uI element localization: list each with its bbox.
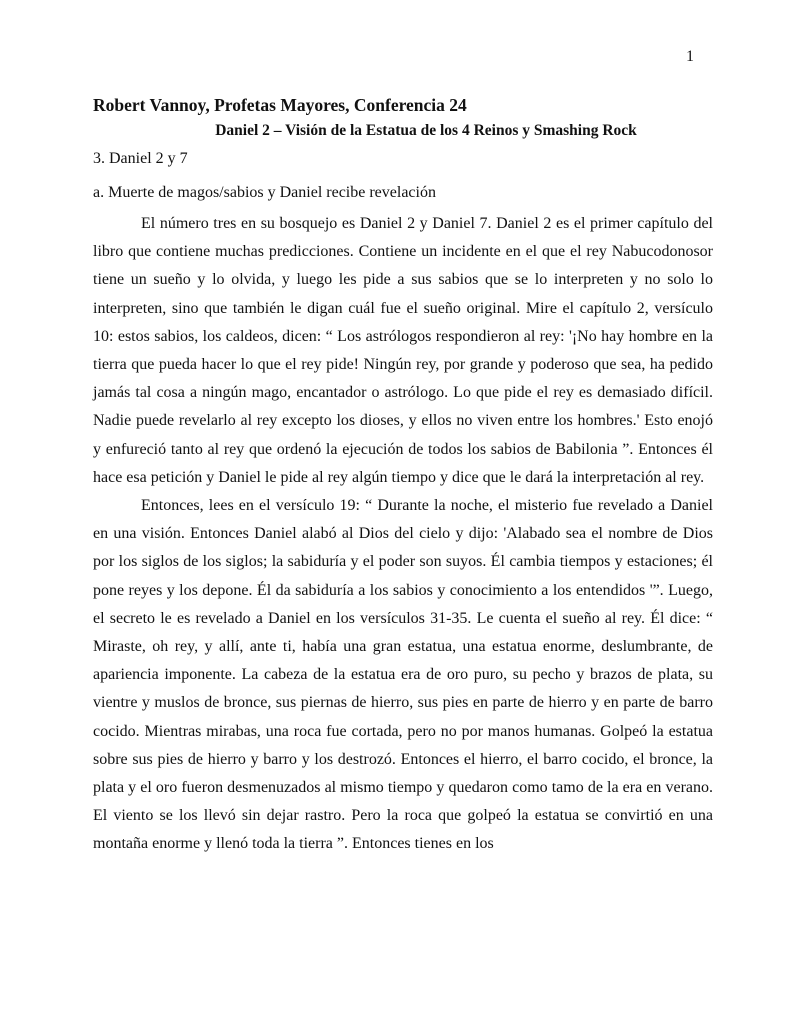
page-number: 1 [686, 48, 694, 65]
document-body [93, 92, 713, 859]
section-heading: 3. Daniel 2 y 7 [93, 150, 188, 167]
paragraph: El número tres en su bosquejo es Daniel 2 y Daniel 7. Daniel 2 es el primer capítulo del libro que contiene muchas predicciones. Contiene un incidente en el que el rey Nabucodonosor tiene un sueño y lo olvida, y luego les pide a sus sabios que se lo interpreten y no solo lo interpreten, sino que también le digan cuál fue el sueño original. Mire el capítulo 2, versículo 10: estos sabios, los caldeos, dicen: “ Los astrólogos respondieron al rey: '¡No hay hombre en la tierra que pueda hacer lo que el rey pide! Ningún rey, por grande y poderoso que sea, ha pedido jamás tal cosa a ningún mago, encantador o astrólogo. Lo que pide el rey es demasiado difícil. Nadie puede revelarlo al rey excepto los dioses, y ellos no viven entre los hombres.' Esto enojó y enfureció tanto al rey que ordenó la ejecución de todos los sabios de Babilonia ”. Entonces él hace esa petición y Daniel le pide al rey algún tiempo y dice que le dará la interpretación al rey. [93, 215, 713, 486]
document-subtitle: Daniel 2 – Visión de la Estatua de los 4 Reinos y Smashing Rock [215, 122, 637, 139]
subsection-heading: a. Muerte de magos/sabios y Daniel recibe revelación [93, 184, 436, 201]
document-title: Robert Vannoy, Profetas Mayores, Conferencia 24 [93, 95, 467, 115]
paragraph: Entonces, lees en el versículo 19: “ Durante la noche, el misterio fue revelado a Daniel en una visión. Entonces Daniel alabó al Dios del cielo y dijo: 'Alabado sea el nombre de Dios por los siglos de los siglos; la sabiduría y el poder son suyos. Él cambia tiempos y estaciones; él pone reyes y los depone. Él da sabiduría a los sabios y conocimiento a los entendidos '”. Luego, el secreto le es revelado a Daniel en los versículos 31-35. Le cuenta el sueño al rey. Él dice: “ Miraste, oh rey, y allí, ante ti, había una gran estatua, una estatua enorme, deslumbrante, de apariencia imponente. La cabeza de la estatua era de oro puro, su pecho y brazos de plata, su vientre y muslos de bronce, sus piernas de hierro, sus pies en parte de hierro y en parte de barro cocido. Mientras mirabas, una roca fue cortada, pero no por manos humanas. Golpeó la estatua sobre sus pies de hierro y barro y los destrozó. Entonces el hierro, el barro cocido, el bronce, la plata y el oro fueron desmenuzados al mismo tiempo y quedaron como tamo de la era en verano. El viento se los llevó sin dejar rastro. Pero la roca que golpeó la estatua se convirtió en una montaña enorme y llenó toda la tierra ”. Entonces tienes en los [93, 497, 713, 853]
